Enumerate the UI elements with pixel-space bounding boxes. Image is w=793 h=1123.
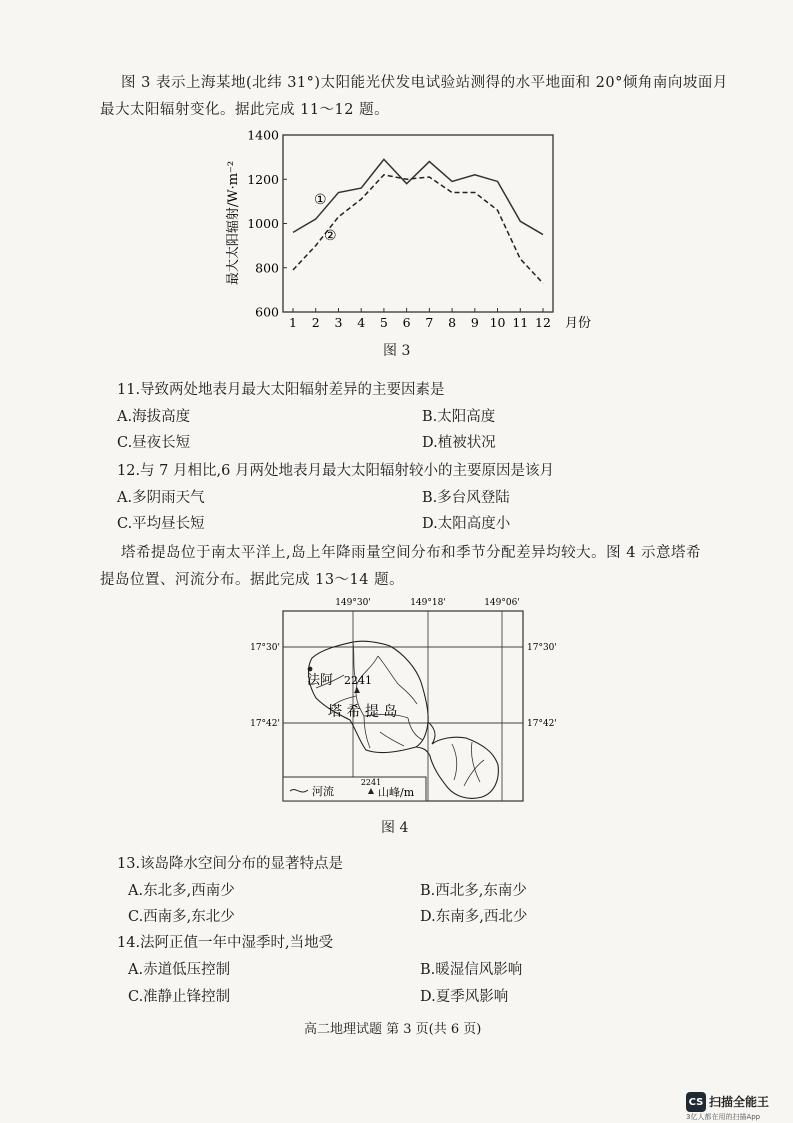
river (398, 684, 417, 704)
river (471, 742, 480, 782)
place-faa: 法阿 (307, 673, 334, 688)
x-tick-label: 12 (535, 315, 551, 330)
x-tick-label: 8 (448, 315, 457, 330)
lon-label-2: 149°18' (410, 598, 446, 608)
intro2-line-2: 提岛位置、河流分布。据此完成 13～14 题。 (100, 572, 405, 588)
intro-line-2: 最大太阳辐射变化。据此完成 11～12 题。 (100, 102, 390, 118)
island-main-outline (309, 641, 429, 752)
camscanner-name: 扫描全能王 (709, 1095, 770, 1109)
q12-stem: 12.与 7 月相比,6 月两处地表月最大太阳辐射较小的主要原因是该月 (117, 463, 554, 479)
figure4-caption: 图 4 (381, 820, 409, 836)
figure3-chart (215, 128, 595, 338)
y-tick-label: 1000 (247, 216, 279, 231)
x-tick-label: 1 (289, 315, 297, 330)
camscanner-logo: CS (686, 1092, 706, 1112)
river (364, 716, 370, 748)
x-tick-label: 2 (311, 315, 320, 330)
lon-label-3: 149°06' (484, 598, 520, 608)
intro-line-1: 图 3 表示上海某地(北纬 31°)太阳能光伏发电试验站测得的水平地面和 20°倾角南向坡面月 (121, 75, 728, 91)
faa-point (308, 667, 313, 672)
lat-label-left-2: 17°42' (250, 719, 280, 729)
peak-elevation: 2241 (344, 674, 372, 687)
intro2-line-1: 塔希提岛位于南太平洋上,岛上年降雨量空间分布和季节分配差异均较大。图 4 示意塔希 (121, 545, 702, 561)
y-tick-label: 800 (255, 260, 279, 276)
q12-option-b[interactable]: B.多台风登陆 (422, 490, 510, 506)
q11-option-c[interactable]: C.昼夜长短 (117, 435, 191, 451)
figure3-caption: 图 3 (383, 343, 411, 359)
series-label-2: ② (324, 228, 337, 244)
q11-option-d[interactable]: D.植被状况 (422, 435, 496, 451)
q13-stem: 13.该岛降水空间分布的显著特点是 (117, 856, 344, 872)
series-label-1: ① (314, 192, 327, 208)
q13-option-b[interactable]: B.西北多,东南少 (420, 883, 527, 899)
chart-frame (283, 135, 553, 312)
river (452, 744, 457, 780)
q14-option-c[interactable]: C.准静止锋控制 (128, 989, 231, 1005)
x-tick-label: 3 (334, 315, 343, 330)
chart-ylabel: 最大太阳辐射/W·m⁻² (226, 160, 241, 286)
q13-option-d[interactable]: D.东南多,西北少 (420, 909, 528, 925)
x-tick-label: 4 (357, 315, 366, 330)
x-tick-label: 10 (489, 315, 506, 330)
y-tick-label: 600 (255, 304, 279, 320)
peak-icon (354, 687, 360, 693)
q12-option-a[interactable]: A.多阴雨天气 (117, 490, 205, 506)
q12-option-c[interactable]: C.平均昼长短 (117, 516, 205, 532)
figure4-map (240, 592, 565, 814)
lat-label-right-2: 17°42' (527, 719, 557, 729)
series-line-1 (293, 159, 543, 234)
river (378, 656, 398, 684)
x-tick-label: 5 (379, 315, 388, 330)
q14-option-b[interactable]: B.暖湿信风影响 (420, 962, 523, 978)
q12-option-d[interactable]: D.太阳高度小 (422, 516, 511, 532)
river (464, 760, 484, 786)
x-tick-label: 9 (470, 315, 479, 330)
legend-peak-label: 山峰/m (378, 786, 415, 799)
island-name: 塔 希 提 岛 (328, 704, 398, 720)
q13-option-a[interactable]: A.东北多,西南少 (128, 883, 235, 899)
lat-label-left-1: 17°30' (250, 643, 280, 653)
q13-option-c[interactable]: C.西南多,东北少 (128, 909, 235, 925)
map-frame (283, 611, 523, 801)
lon-label-1: 149°30' (335, 598, 371, 608)
river (380, 732, 404, 746)
q14-option-a[interactable]: A.赤道低压控制 (128, 962, 231, 978)
river (408, 718, 423, 740)
chart-xunit: 月份 (565, 316, 592, 331)
camscanner-tagline: 3亿人都在用的扫描App (686, 1113, 761, 1121)
x-tick-label: 7 (425, 315, 434, 330)
q11-option-b[interactable]: B.太阳高度 (422, 409, 496, 425)
x-tick-label: 6 (402, 315, 411, 330)
lat-label-right-1: 17°30' (527, 643, 557, 653)
q11-option-a[interactable]: A.海拔高度 (117, 409, 191, 425)
legend-peak-value: 2241 (360, 778, 382, 787)
page-footer: 高二地理试题 第 3 页(共 6 页) (304, 1022, 482, 1037)
legend-river-label: 河流 (312, 785, 334, 798)
q11-stem: 11.导致两处地表月最大太阳辐射差异的主要因素是 (117, 382, 445, 398)
x-tick-label: 11 (512, 315, 529, 330)
q14-stem: 14.法阿正值一年中湿季时,当地受 (117, 935, 334, 951)
y-tick-label: 1200 (247, 171, 279, 187)
y-tick-label: 1400 (247, 128, 279, 143)
q14-option-d[interactable]: D.夏季风影响 (420, 989, 509, 1005)
